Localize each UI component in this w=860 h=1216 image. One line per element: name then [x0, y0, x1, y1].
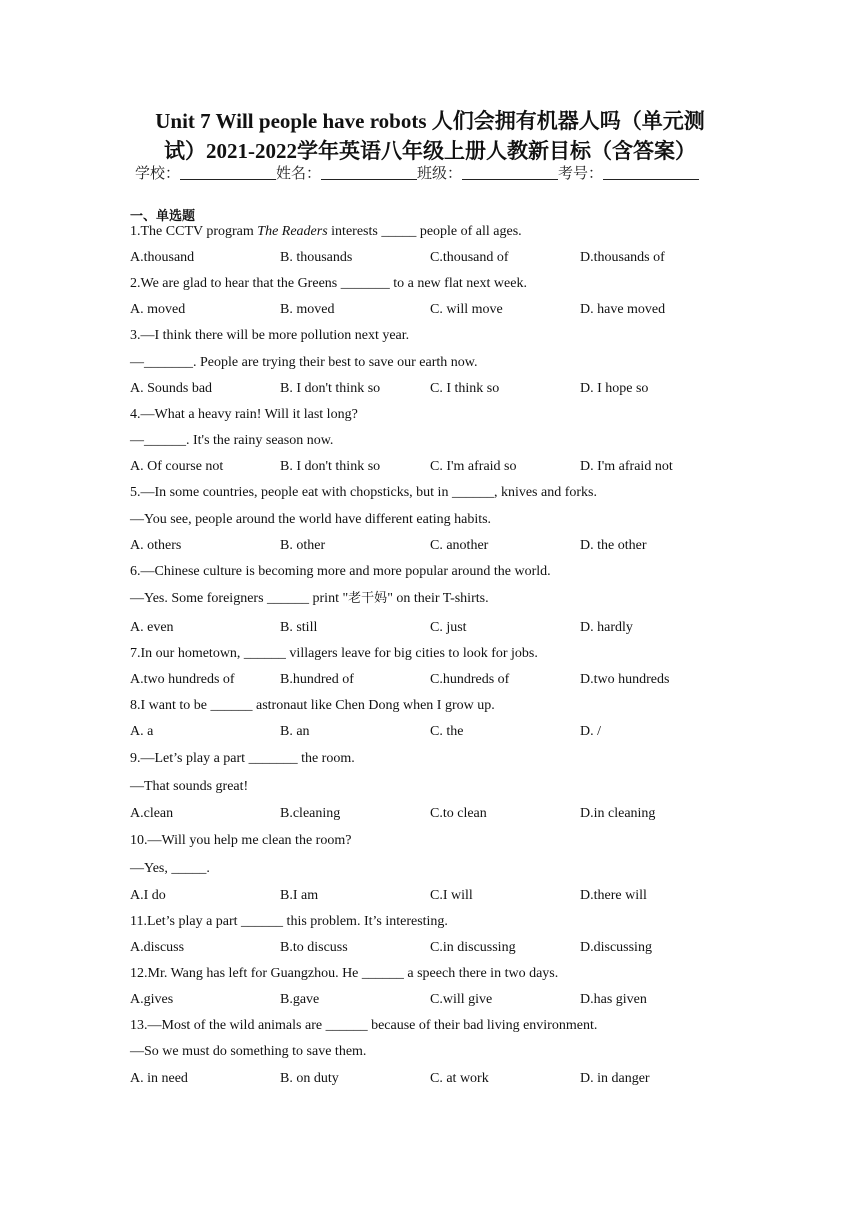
question-10-reply: —Yes, _____.: [130, 861, 210, 876]
question-7-option-b: B.hundred of: [280, 672, 354, 687]
question-4-option-a: A. Of course not: [130, 459, 224, 474]
question-6-option-c: C. just: [430, 620, 467, 635]
name-label: 姓名：: [276, 164, 322, 182]
question-7-option-d: D.two hundreds: [580, 672, 670, 687]
question-6-option-d: D. hardly: [580, 620, 633, 635]
exam-number-label: 考号：: [558, 164, 604, 182]
school-label: 学校：: [135, 164, 181, 182]
question-3-option-a: A. Sounds bad: [130, 381, 213, 396]
question-6-option-b: B. still: [280, 620, 318, 635]
question-8-option-b: B. an: [280, 724, 310, 739]
question-13-reply: —So we must do something to save them.: [130, 1044, 367, 1059]
question-7-stem: 7.In our hometown, ______ villagers leave for big cities to look for jobs.: [130, 646, 538, 661]
question-11-option-b: B.to discuss: [280, 940, 348, 955]
question-13-option-b: B. on duty: [280, 1071, 339, 1086]
question-13-stem: 13.—Most of the wild animals are ______ because of their bad living environment.: [130, 1018, 598, 1033]
question-11-stem: 11.Let’s play a part ______ this problem. It’s interesting.: [130, 914, 448, 929]
program-title: The Readers: [257, 224, 328, 239]
question-9-option-b: B.cleaning: [280, 806, 341, 821]
question-10-option-a: A.I do: [130, 888, 166, 903]
question-3-stem: 3.—I think there will be more pollution next year.: [130, 328, 410, 343]
question-12-option-a: A.gives: [130, 992, 174, 1007]
question-3-option-b: B. I don't think so: [280, 381, 381, 396]
question-7-option-c: C.hundreds of: [430, 672, 510, 687]
question-1-option-b: B. thousands: [280, 250, 353, 265]
question-5-stem: 5.—In some countries, people eat with chopsticks, but in ______, knives and forks.: [130, 485, 597, 500]
question-2-option-d: D. have moved: [580, 302, 666, 317]
question-10-option-c: C.I will: [430, 888, 473, 903]
question-6-reply: [130, 591, 489, 607]
question-4-option-d: D. I'm afraid not: [580, 459, 673, 474]
exam-number-blank: [603, 165, 699, 180]
question-10-option-d: D.there will: [580, 888, 647, 903]
question-5-option-d: D. the other: [580, 538, 647, 553]
question-4-option-b: B. I don't think so: [280, 459, 381, 474]
class-label: 班级：: [417, 164, 463, 182]
question-9-option-a: A.clean: [130, 806, 174, 821]
question-6-option-a: A. even: [130, 620, 174, 635]
question-12-option-c: C.will give: [430, 992, 493, 1007]
question-9-reply: —That sounds great!: [130, 779, 249, 794]
question-8-option-a: A. a: [130, 724, 154, 739]
question-12-option-b: B.gave: [280, 992, 320, 1007]
brand-name: 老干妈: [348, 591, 388, 606]
question-13-option-d: D. in danger: [580, 1071, 650, 1086]
stem-text: 1.The CCTV program: [130, 224, 258, 239]
question-1-option-c: C.thousand of: [430, 250, 509, 265]
question-5-option-b: B. other: [280, 538, 326, 553]
question-11-option-a: A.discuss: [130, 940, 185, 955]
question-8-stem: 8.I want to be ______ astronaut like Chen Dong when I grow up.: [130, 698, 495, 713]
school-blank: [180, 165, 276, 180]
stem-text: interests _____ people of all ages.: [327, 224, 522, 239]
title-line-2: 试）2021-2022学年英语八年级上册人教新目标（含答案）: [164, 139, 696, 163]
question-1-option-a: A.thousand: [130, 250, 195, 265]
question-2-stem: 2.We are glad to hear that the Greens _______ to a new flat next week.: [130, 276, 527, 291]
question-9-option-c: C.to clean: [430, 806, 487, 821]
class-blank: [462, 165, 558, 180]
question-2-option-b: B. moved: [280, 302, 335, 317]
stem-text: " on their T-shirts.: [387, 591, 489, 606]
question-6-stem: 6.—Chinese culture is becoming more and more popular around the world.: [130, 564, 551, 579]
question-5-option-c: C. another: [430, 538, 489, 553]
document-title: [110, 106, 750, 166]
question-5-reply: —You see, people around the world have different eating habits.: [130, 512, 492, 527]
question-8-option-c: C. the: [430, 724, 464, 739]
question-1-option-d: D.thousands of: [580, 250, 665, 265]
student-info-line: [135, 162, 699, 183]
question-9-option-d: D.in cleaning: [580, 806, 656, 821]
question-12-option-d: D.has given: [580, 992, 647, 1007]
section-title: 一、单选题: [130, 209, 196, 224]
question-3-reply: —_______. People are trying their best to save our earth now.: [130, 355, 478, 370]
question-2-option-a: A. moved: [130, 302, 186, 317]
question-13-option-a: A. in need: [130, 1071, 188, 1086]
question-10-option-b: B.I am: [280, 888, 319, 903]
question-2-option-c: C. will move: [430, 302, 503, 317]
question-12-stem: 12.Mr. Wang has left for Guangzhou. He ______ a speech there in two days.: [130, 966, 559, 981]
question-3-option-c: C. I think so: [430, 381, 500, 396]
question-3-option-d: D. I hope so: [580, 381, 649, 396]
stem-text: —Yes. Some foreigners ______ print ": [130, 591, 349, 606]
question-1-stem: [130, 224, 522, 240]
question-4-option-c: C. I'm afraid so: [430, 459, 517, 474]
question-11-option-d: D.discussing: [580, 940, 652, 955]
question-10-stem: 10.—Will you help me clean the room?: [130, 833, 352, 848]
question-4-stem: 4.—What a heavy rain! Will it last long?: [130, 407, 358, 422]
question-11-option-c: C.in discussing: [430, 940, 516, 955]
name-blank: [321, 165, 417, 180]
title-line-1: Unit 7 Will people have robots 人们会拥有机器人吗（单元测: [155, 109, 705, 133]
question-13-option-c: C. at work: [430, 1071, 489, 1086]
question-7-option-a: A.two hundreds of: [130, 672, 235, 687]
question-9-stem: 9.—Let’s play a part _______ the room.: [130, 751, 355, 766]
question-8-option-d: D. /: [580, 724, 601, 739]
question-5-option-a: A. others: [130, 538, 182, 553]
question-4-reply: —______. It's the rainy season now.: [130, 433, 334, 448]
